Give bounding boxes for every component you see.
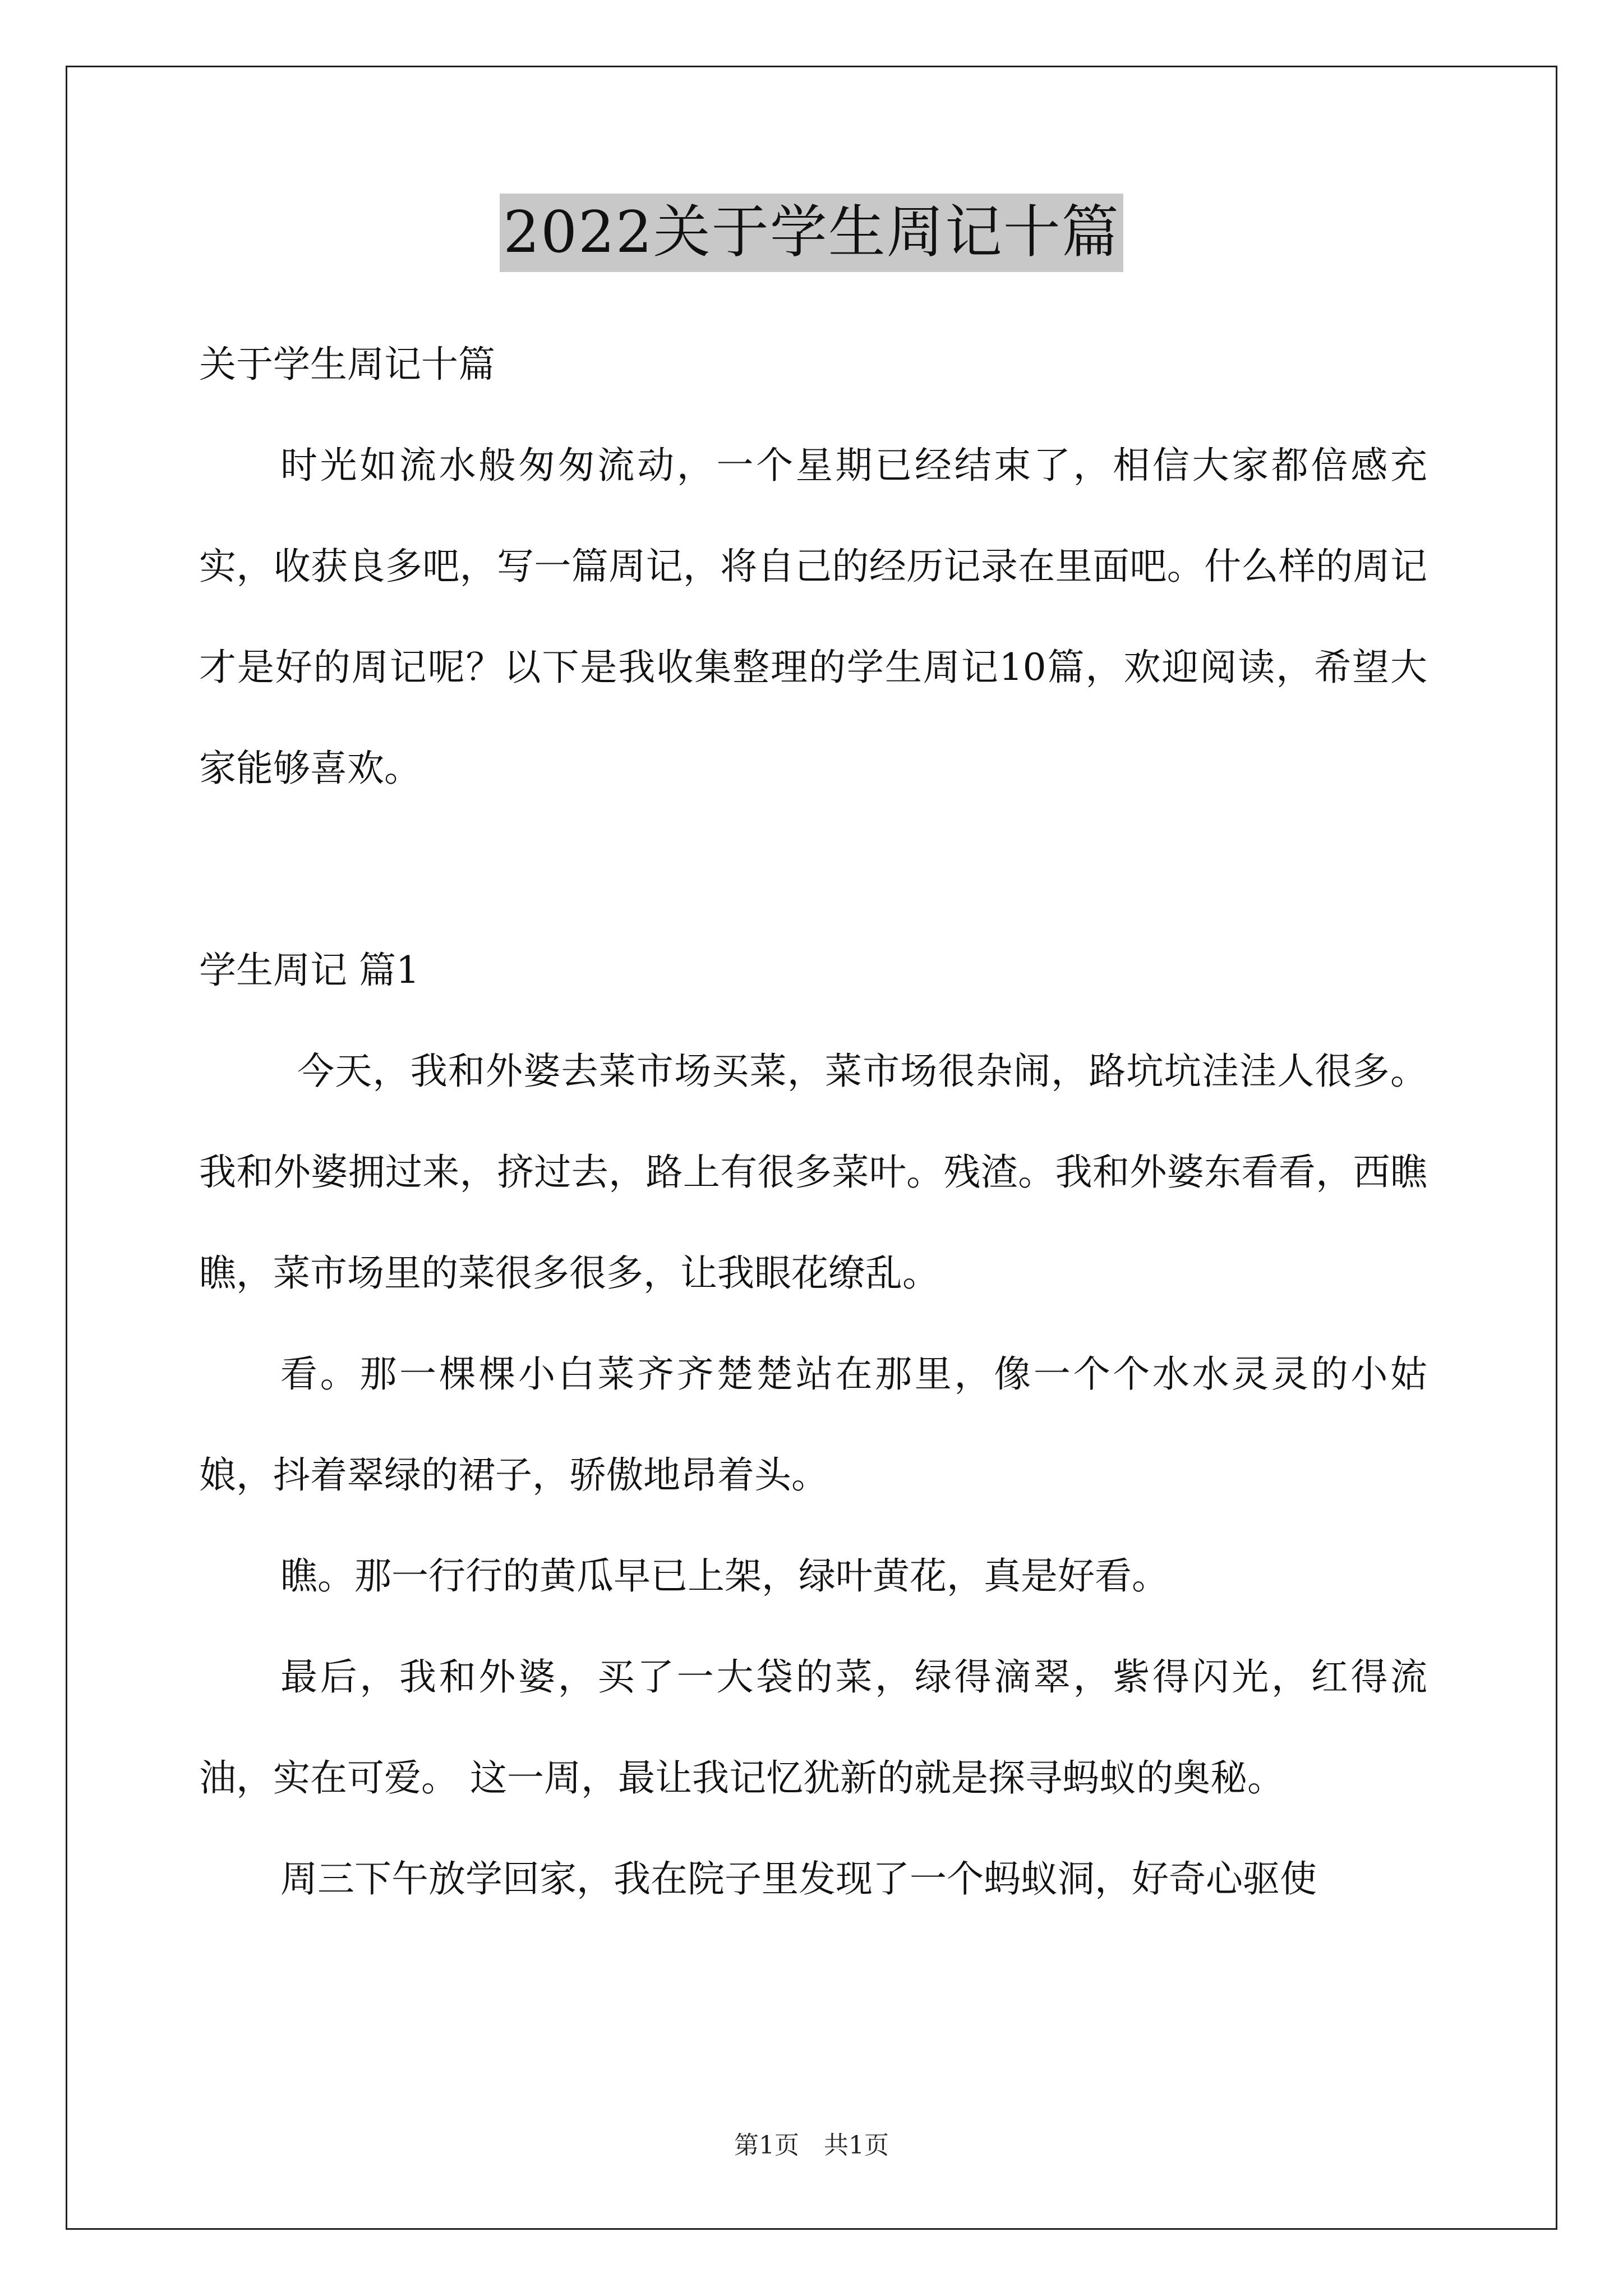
body-paragraph: 今天，我和外婆去菜市场买菜，菜市场很杂闹，路坑坑洼洼人很多。我和外婆拥过来，挤过去，路上有很多菜叶。残渣。我和外婆东看看，西瞧瞧，菜市场里的菜很多很多，让我眼花缭乱。: [199, 1050, 1427, 1295]
page-footer: 第1页 共1页: [734, 2131, 889, 2160]
intro-paragraph: 时光如流水般匆匆流动，一个星期已经结束了，相信大家都倍感充实，收获良多吧，写一篇周记，将自己的经历记录在里面吧。什么样的周记才是好的周记呢？以下是我收集整理的学生周记10篇，欢迎阅读，希望大家能够喜欢。: [199, 444, 1427, 790]
body-paragraph: 周三下午放学回家，我在院子里发现了一个蚂蚁洞，好奇心驱使: [280, 1857, 1317, 1901]
title-container: [0, 194, 1623, 272]
document-subtitle: 关于学生周记十篇: [199, 343, 495, 386]
section-heading: 学生周记 篇1: [199, 949, 419, 992]
document-title: 2022关于学生周记十篇: [500, 194, 1123, 272]
body-paragraph: 最后，我和外婆，买了一大袋的菜，绿得滴翠，紫得闪光，红得流油，实在可爱。 这一周，最让我记忆犹新的就是探寻蚂蚁的奥秘。: [199, 1655, 1427, 1800]
body-paragraph: 瞧。那一行行的黄瓜早已上架，绿叶黄花，真是好看。: [280, 1554, 1169, 1598]
section-gap: [199, 819, 1427, 920]
body-paragraph: 看。那一棵棵小白菜齐齐楚楚站在那里，像一个个水水灵灵的小姑娘，抖着翠绿的裙子，骄傲地昂着头。: [199, 1352, 1427, 1497]
document-body: [199, 314, 1427, 1930]
